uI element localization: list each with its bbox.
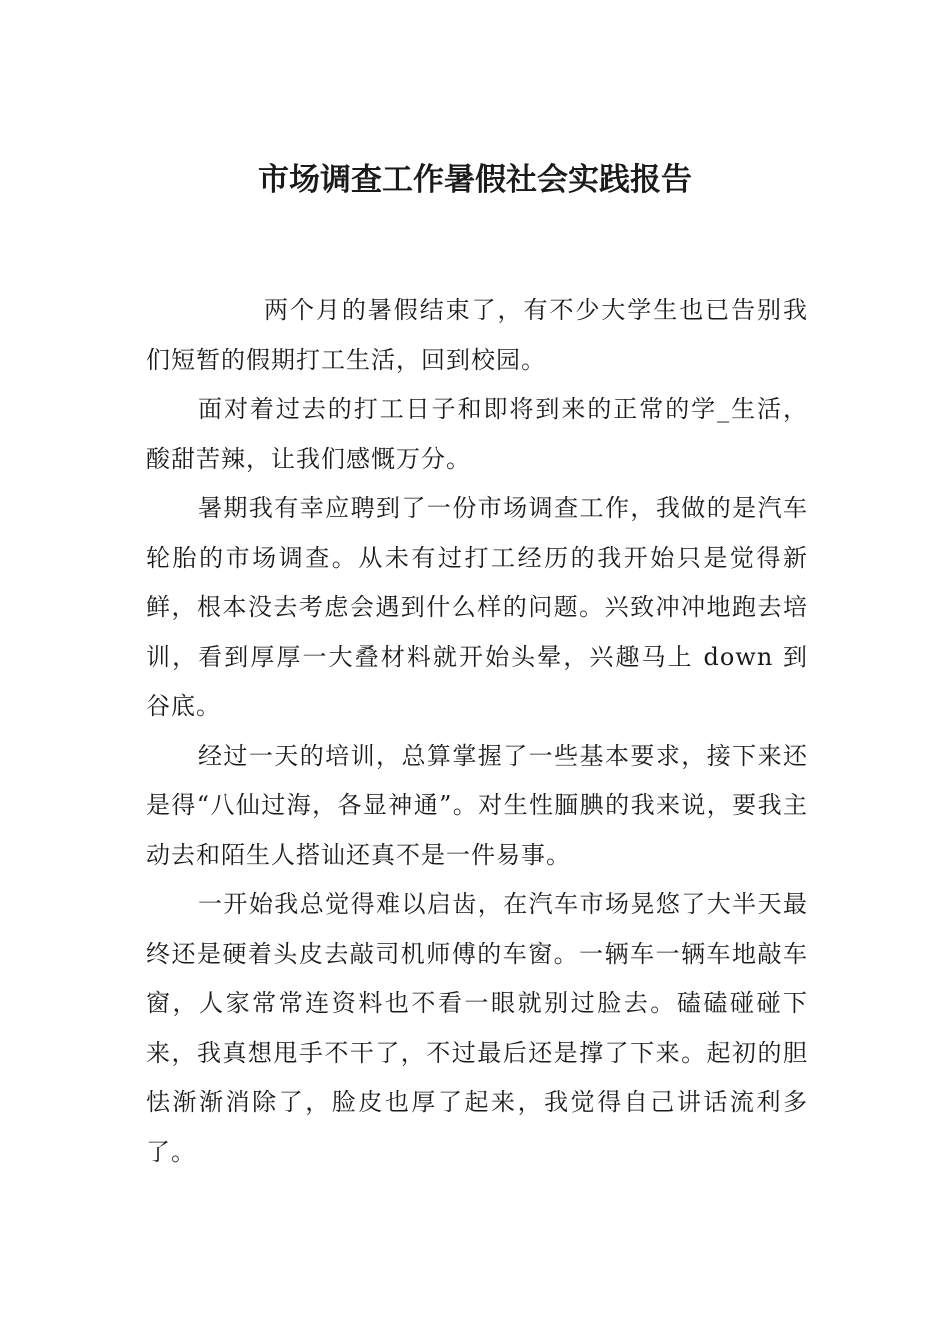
paragraph-5: 一开始我总觉得难以启齿，在汽车市场晃悠了大半天最终还是硬着头皮去敲司机师傅的车窗。一辆车一辆车地敲车窗，人家常常连资料也不看一眼就别过脸去。磕磕碰碰下来，我真想甩手不干了，不过最后还是撑了下来。起初的胆怯渐渐消除了，脸皮也厚了起来，我觉得自己讲话流利多了。 bbox=[146, 890, 808, 1166]
paragraph-4: 经过一天的培训，总算掌握了一些基本要求，接下来还是得“八仙过海，各显神通”。对生性腼腆的我来说，要我主动去和陌生人搭讪还真不是一件易事。 bbox=[146, 741, 808, 869]
document-body bbox=[146, 286, 808, 1177]
paragraph-3: 暑期我有幸应聘到了一份市场调查工作，我做的是汽车轮胎的市场调查。从未有过打工经历的我开始只是觉得新鲜，根本没去考虑会遇到什么样的问题。兴致冲冲地跑去培训，看到厚厚一大叠材料就开始头晕，兴趣马上 down 到谷底。 bbox=[146, 494, 808, 720]
document-title: 市场调查工作暑假社会实践报告 bbox=[258, 162, 692, 198]
paragraph-1: 两个月的暑假结束了，有不少大学生也已告别我们短暂的假期打工生活，回到校园。 bbox=[146, 296, 808, 374]
paragraph-2: 面对着过去的打工日子和即将到来的正常的学_生活，酸甜苦辣，让我们感慨万分。 bbox=[146, 395, 808, 473]
